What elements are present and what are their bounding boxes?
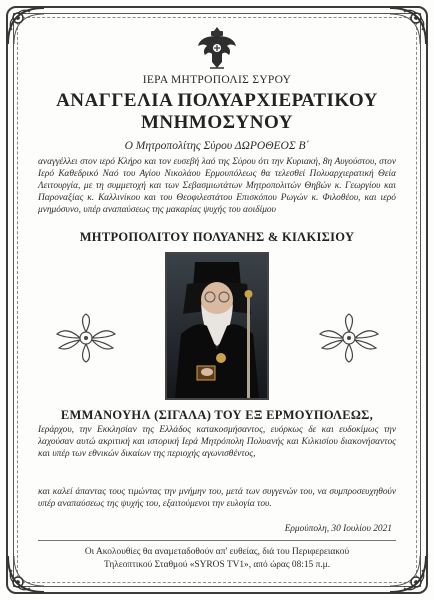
corner-ornament-icon [386, 4, 430, 48]
footer-divider [38, 540, 396, 541]
announcement-title-line2: ΜΝΗΜΟΣΥΝΟΥ [140, 112, 294, 133]
broadcast-info-line2: Τηλεοπτικού Σταθμού «SYROS TV1», από ώρας 08:15 π.μ. [103, 560, 331, 570]
portrait-photo [165, 252, 269, 400]
seraphim-ornament-icon [318, 312, 380, 364]
announcement-title-line1: ΑΝΑΓΓΕΛΙΑ ΠΟΛΥΑΡΧΙΕΡΑΤΙΚΟΥ [56, 90, 378, 111]
broadcast-info-line1: Οι Ακολουθίες θα αναμεταδοθούν απ' ευθείας, διά του Περιφερειακού [84, 547, 350, 557]
metropolitan-title: ΜΗΤΡΟΠΟΛΙΤΟΥ ΠΟΛΥΑΝΗΣ & ΚΙΛΚΙΣΙΟΥ [79, 230, 355, 244]
deceased-name: ΕΜΜΑΝΟΥΗΛ (ΣΙΓΑΛΑ) ΤΟΥ ΕΞ ΕΡΜΟΥΠΟΛΕΩΣ, [60, 408, 374, 422]
metropolis-name: ΙΕΡΑ ΜΗΤΡΟΠΟΛΙΣ ΣΥΡΟΥ [142, 74, 292, 86]
seraphim-ornament-icon [55, 312, 117, 364]
announcement-subtitle: Ο Μητροπολίτης Σύρου ΔΩΡΟΘΕΟΣ Β΄ [124, 140, 310, 152]
announcement-paragraph-2: Ιεράρχου, την Εκκλησίαν της Ελλάδος κατακοσμήσαντος, ευόρκως δε και ευδοκίμως την λαχούσαν αυτώ ακριτική και ιστορική Ιερά Μητρόπολη Πολυανής και Κιλκισίου διακονήσαντος και υπέρ των εθνικών δικαίων της περιοχής αγωνισθέντος, [38, 425, 396, 459]
announcement-paragraph-1: αναγγέλλει στον ιερό Κλήρο και τον ευσεβή λαό της Σύρου ότι την Κυριακή, 8η Αυγούστου, στον Ιερό Καθεδρικό Ναό του Αγίου Νικολάου Ερμουπόλεως θα τελεσθεί Πολυαρχιερατική Θεία Λειτουργία, με τη συμμετοχή και των Σεβασμιωτάτων Μητροπολιτών Θηβών κ. Γεωργίου και Παροναξίας κ. Καλλινίκου και του Θεοφιλεστάτου Επισκόπου Ρωγών κ. Φιλοθέου, και ιερό μνημόσυνο, υπέρ αναπαύσεως της μακαρίας ψυχής του αοιδίμου [38, 157, 396, 215]
announcement-date: Ερμούπολη, 30 Ιουλίου 2021 [284, 524, 392, 534]
clergyman-portrait-icon [167, 254, 267, 398]
announcement-paragraph-3: και καλεί άπαντας τους τιμώντας την μνήμην του, μετά των συγγενών του, να συμπροσευχηθούν υπέρ αναπαύσεως της ψυχής του, εξαιτούμενοι την ευλογία του. [38, 487, 396, 509]
double-headed-eagle-crest-icon [196, 24, 238, 72]
corner-ornament-icon [4, 4, 48, 48]
